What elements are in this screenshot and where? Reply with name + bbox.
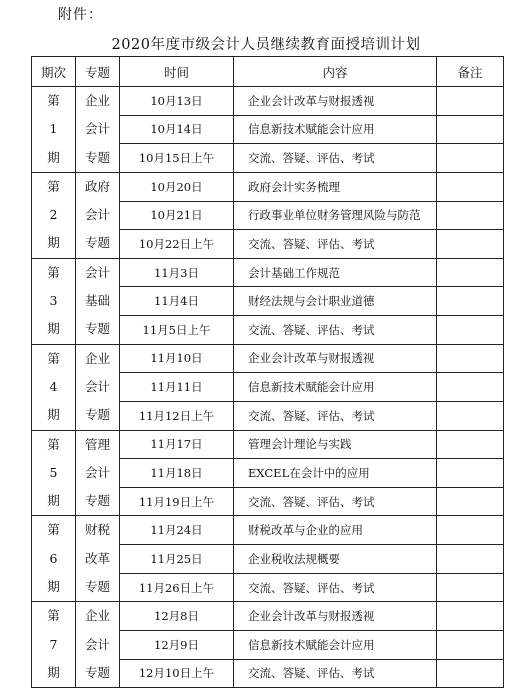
content-cell: 交流、答疑、评估、考试 xyxy=(234,144,437,173)
time-cell: 11月3日 xyxy=(120,258,234,287)
topic-cell xyxy=(76,344,120,430)
time-cell: 11月11日 xyxy=(120,373,234,402)
header-note: 备注 xyxy=(437,57,504,87)
note-cell xyxy=(437,659,504,688)
topic-text: 专题 xyxy=(84,149,110,165)
topic-cell xyxy=(76,602,120,688)
table-row xyxy=(32,344,504,373)
content-cell: 会计基础工作规范 xyxy=(234,258,437,287)
time-cell: 12月8日 xyxy=(120,602,234,631)
topic-text: 管理 xyxy=(84,436,110,452)
period-text: 期 xyxy=(47,493,60,509)
content-cell: 交流、答疑、评估、考试 xyxy=(234,316,437,345)
training-schedule-table xyxy=(31,56,504,688)
note-cell xyxy=(437,172,504,201)
content-cell: 政府会计实务梳理 xyxy=(234,172,437,201)
time-cell: 12月9日 xyxy=(120,630,234,659)
header-topic: 专题 xyxy=(76,57,120,87)
note-cell xyxy=(437,87,504,116)
time-cell: 10月20日 xyxy=(120,172,234,201)
time-cell: 10月21日 xyxy=(120,201,234,230)
topic-text: 会计 xyxy=(84,264,110,280)
note-cell xyxy=(437,487,504,516)
period-text: 第 xyxy=(47,436,60,452)
topic-cell xyxy=(76,258,120,344)
period-cell xyxy=(32,430,76,516)
content-cell: EXCEL在会计中的应用 xyxy=(234,459,437,488)
time-cell: 10月13日 xyxy=(120,87,234,116)
period-text: 第 xyxy=(47,350,60,366)
period-cell xyxy=(32,344,76,430)
note-cell xyxy=(437,230,504,259)
topic-text: 专题 xyxy=(84,321,110,337)
content-cell: 企业会计改革与财报透视 xyxy=(234,602,437,631)
period-cell xyxy=(32,258,76,344)
topic-text: 专题 xyxy=(84,235,110,251)
note-cell xyxy=(437,430,504,459)
period-text: 期 xyxy=(47,579,60,595)
topic-text: 基础 xyxy=(84,293,110,309)
time-cell: 11月18日 xyxy=(120,459,234,488)
topic-cell xyxy=(76,172,120,258)
table-header-row xyxy=(32,57,504,87)
period-cell xyxy=(32,87,76,173)
topic-text: 专题 xyxy=(84,407,110,423)
topic-text: 专题 xyxy=(84,493,110,509)
time-cell: 11月19日上午 xyxy=(120,487,234,516)
note-cell xyxy=(437,144,504,173)
content-cell: 交流、答疑、评估、考试 xyxy=(234,230,437,259)
time-cell: 11月12日上午 xyxy=(120,401,234,430)
content-cell: 企业会计改革与财报透视 xyxy=(234,344,437,373)
time-cell: 11月10日 xyxy=(120,344,234,373)
note-cell xyxy=(437,316,504,345)
table-row xyxy=(32,602,504,631)
content-cell: 企业会计改革与财报透视 xyxy=(234,87,437,116)
period-text: 3 xyxy=(49,293,58,309)
table-row xyxy=(32,516,504,545)
topic-cell xyxy=(76,87,120,173)
period-text: 7 xyxy=(49,636,58,652)
period-text: 期 xyxy=(47,235,60,251)
period-text: 5 xyxy=(49,464,58,480)
topic-cell xyxy=(76,516,120,602)
period-text: 期 xyxy=(47,149,60,165)
topic-text: 专题 xyxy=(84,664,110,680)
period-text: 2 xyxy=(49,207,58,223)
note-cell xyxy=(437,344,504,373)
time-cell: 11月26日上午 xyxy=(120,573,234,602)
topic-text: 会计 xyxy=(84,636,110,652)
note-cell xyxy=(437,201,504,230)
note-cell xyxy=(437,115,504,144)
topic-text: 专题 xyxy=(84,579,110,595)
content-cell: 交流、答疑、评估、考试 xyxy=(234,487,437,516)
note-cell xyxy=(437,573,504,602)
content-cell: 信息新技术赋能会计应用 xyxy=(234,115,437,144)
attachment-label: 附件： xyxy=(58,7,103,23)
topic-text: 会计 xyxy=(84,121,110,137)
time-cell: 11月25日 xyxy=(120,545,234,574)
period-text: 6 xyxy=(49,550,58,566)
content-cell: 信息新技术赋能会计应用 xyxy=(234,630,437,659)
table-row xyxy=(32,258,504,287)
header-content: 内容 xyxy=(234,57,437,87)
table-row xyxy=(32,87,504,116)
note-cell xyxy=(437,459,504,488)
content-cell: 交流、答疑、评估、考试 xyxy=(234,573,437,602)
note-cell xyxy=(437,545,504,574)
time-cell: 11月4日 xyxy=(120,287,234,316)
note-cell xyxy=(437,630,504,659)
period-text: 第 xyxy=(47,178,60,194)
topic-text: 政府 xyxy=(84,178,110,194)
table-row xyxy=(32,172,504,201)
period-cell xyxy=(32,172,76,258)
time-cell: 11月17日 xyxy=(120,430,234,459)
time-cell: 10月14日 xyxy=(120,115,234,144)
period-text: 第 xyxy=(47,264,60,280)
time-cell: 12月10日上午 xyxy=(120,659,234,688)
document-title: 2020年度市级会计人员继续教育面授培训计划 xyxy=(111,37,421,53)
note-cell xyxy=(437,287,504,316)
topic-text: 会计 xyxy=(84,378,110,394)
period-cell xyxy=(32,516,76,602)
time-cell: 11月5日上午 xyxy=(120,316,234,345)
topic-text: 企业 xyxy=(84,608,110,624)
header-time: 时间 xyxy=(120,57,234,87)
content-cell: 管理会计理论与实践 xyxy=(234,430,437,459)
table-body xyxy=(32,87,504,688)
topic-text: 企业 xyxy=(84,350,110,366)
content-cell: 企业税收法规概要 xyxy=(234,545,437,574)
note-cell xyxy=(437,258,504,287)
content-cell: 财经法规与会计职业道德 xyxy=(234,287,437,316)
content-cell: 行政事业单位财务管理风险与防范 xyxy=(234,201,437,230)
topic-text: 财税 xyxy=(84,522,110,538)
content-cell: 交流、答疑、评估、考试 xyxy=(234,659,437,688)
note-cell xyxy=(437,373,504,402)
topic-text: 企业 xyxy=(84,93,110,108)
time-cell: 10月15日上午 xyxy=(120,144,234,173)
content-cell: 财税改革与企业的应用 xyxy=(234,516,437,545)
content-cell: 交流、答疑、评估、考试 xyxy=(234,401,437,430)
period-text: 第 xyxy=(47,608,60,624)
table-row xyxy=(32,430,504,459)
content-cell: 信息新技术赋能会计应用 xyxy=(234,373,437,402)
topic-text: 会计 xyxy=(84,464,110,480)
period-cell xyxy=(32,602,76,688)
topic-text: 会计 xyxy=(84,207,110,223)
topic-text: 改革 xyxy=(84,550,110,566)
note-cell xyxy=(437,401,504,430)
period-text: 1 xyxy=(49,121,58,137)
time-cell: 10月22日上午 xyxy=(120,230,234,259)
time-cell: 11月24日 xyxy=(120,516,234,545)
period-text: 期 xyxy=(47,407,60,423)
period-text: 第 xyxy=(47,93,60,108)
topic-cell xyxy=(76,430,120,516)
note-cell xyxy=(437,516,504,545)
period-text: 4 xyxy=(49,378,58,394)
period-text: 第 xyxy=(47,522,60,538)
header-period: 期次 xyxy=(32,57,76,87)
note-cell xyxy=(437,602,504,631)
period-text: 期 xyxy=(47,664,60,680)
period-text: 期 xyxy=(47,321,60,337)
